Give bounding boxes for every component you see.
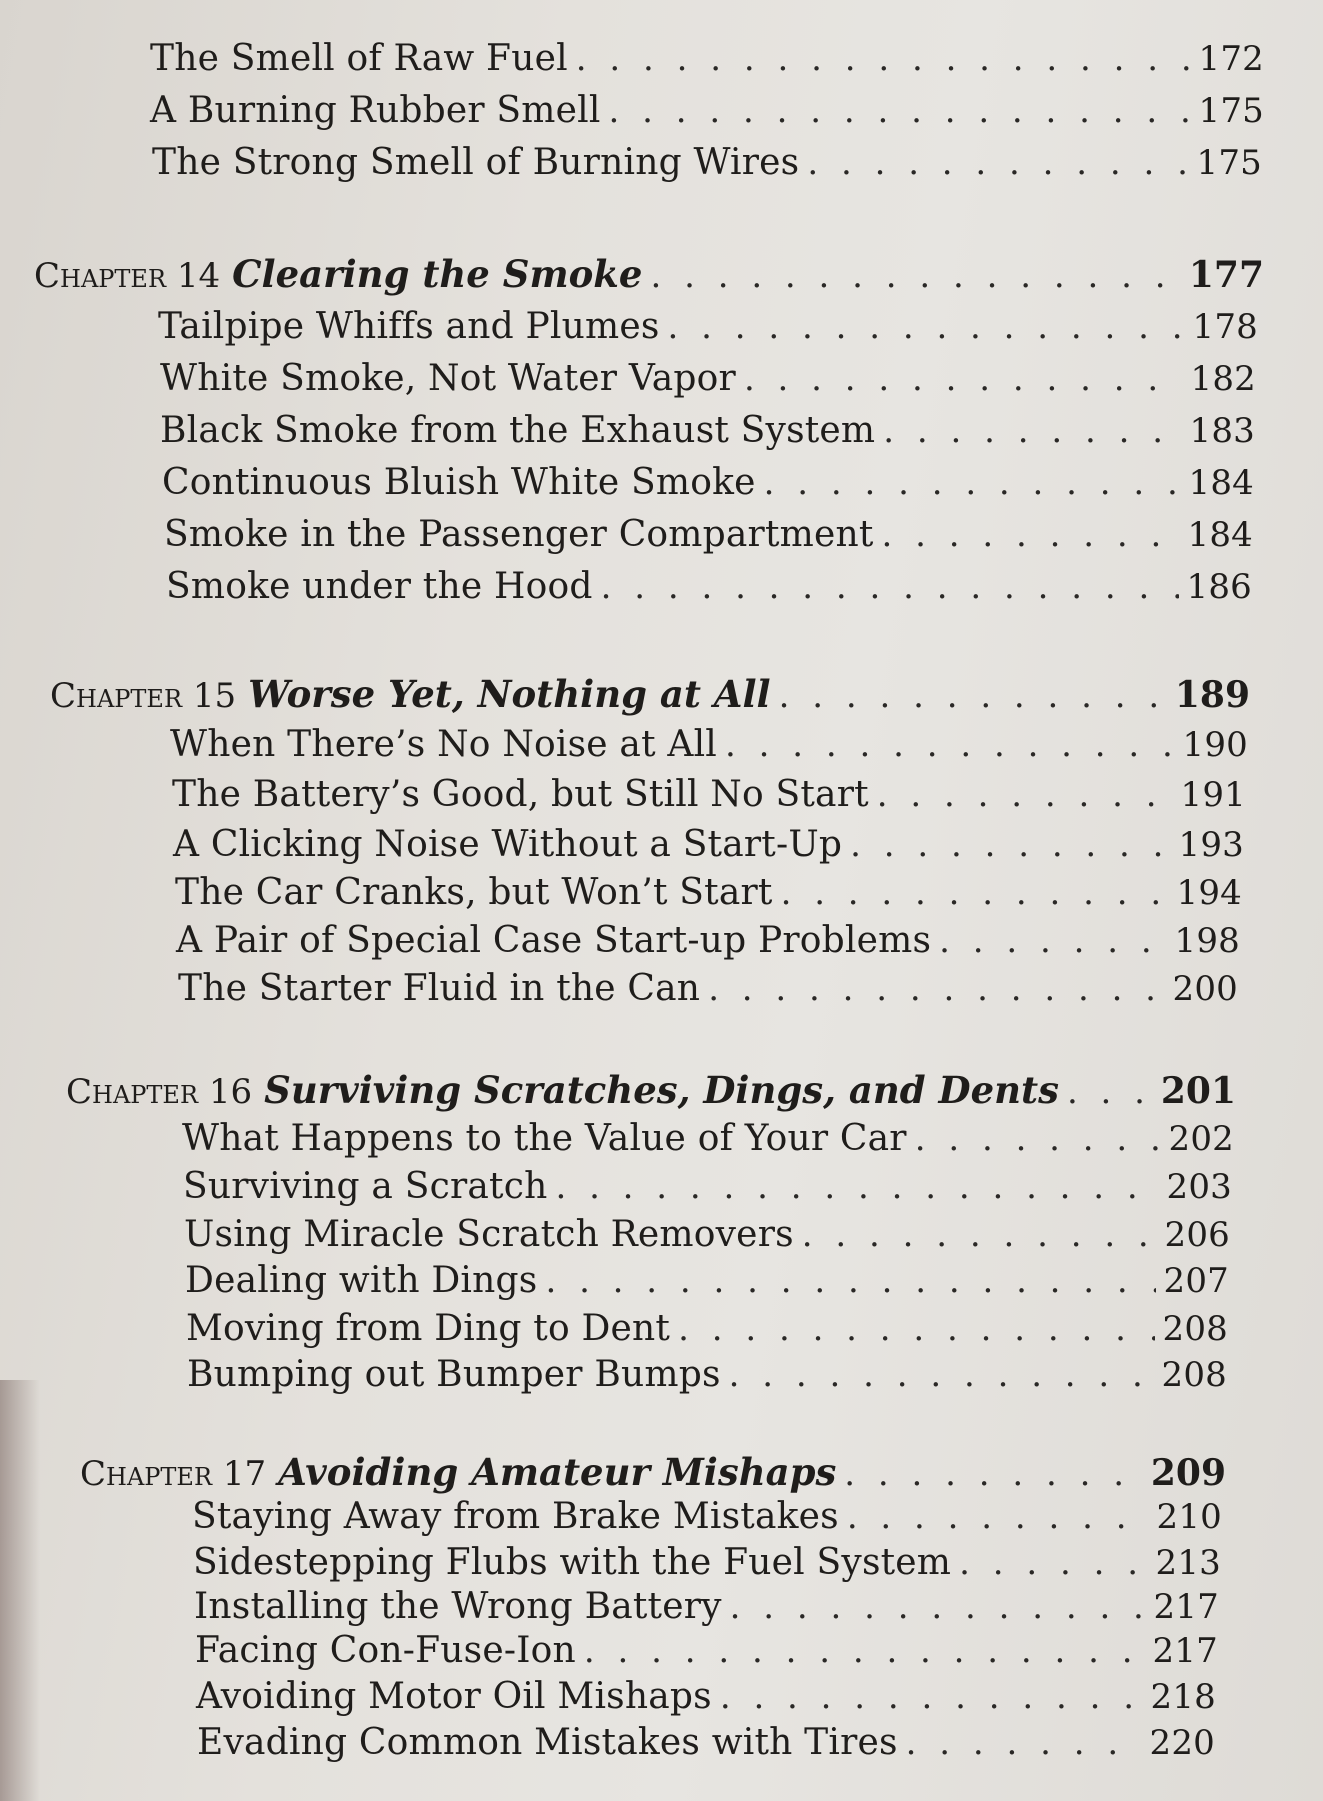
- toc-entry: [186, 1308, 1228, 1349]
- leader-dots: [883, 411, 1181, 451]
- entry-title: Avoiding Motor Oil Mishaps: [196, 1676, 712, 1717]
- leader-dots: [779, 676, 1167, 716]
- entry-page: 191: [1180, 775, 1246, 815]
- chapter-title: Avoiding Amateur Mishaps: [278, 1450, 837, 1494]
- toc-entry: [158, 306, 1258, 347]
- toc-entry: [162, 462, 1254, 503]
- chapter-heading: [50, 672, 1250, 716]
- leader-dots: [576, 39, 1191, 79]
- toc-entry: [187, 1354, 1227, 1395]
- toc-entry: [197, 1722, 1215, 1763]
- toc-entry: [150, 38, 1264, 79]
- entry-title: Bumping out Bumper Bumps: [187, 1354, 721, 1395]
- leader-dots: [650, 256, 1180, 296]
- entry-page: 217: [1152, 1631, 1218, 1671]
- entry-page: 203: [1166, 1167, 1232, 1207]
- toc-entry: [194, 1586, 1219, 1627]
- entry-title: Evading Common Mistakes with Tires: [197, 1722, 898, 1763]
- leader-dots: [764, 463, 1181, 503]
- entry-title: Smoke under the Hood: [166, 566, 593, 607]
- entry-page: 218: [1150, 1677, 1216, 1717]
- chapter-label: Chapter 15: [50, 676, 237, 716]
- entry-page: 194: [1176, 873, 1242, 913]
- chapter-page: 177: [1188, 254, 1264, 296]
- entry-page: 190: [1182, 725, 1248, 765]
- entry-page: 217: [1153, 1587, 1219, 1627]
- entry-page: 172: [1198, 39, 1264, 79]
- leader-dots: [730, 1587, 1146, 1627]
- leader-dots: [725, 725, 1174, 765]
- entry-page: 220: [1149, 1723, 1215, 1763]
- toc-entry: [178, 968, 1238, 1009]
- entry-title: What Happens to the Value of Your Car: [182, 1118, 907, 1159]
- entry-title: The Car Cranks, but Won’t Start: [175, 872, 773, 913]
- chapter-page: 209: [1150, 1452, 1226, 1494]
- leader-dots: [545, 1261, 1155, 1301]
- toc-entry: [185, 1260, 1229, 1301]
- chapter-title: Clearing the Smoke: [232, 252, 643, 296]
- entry-title: Continuous Bluish White Smoke: [162, 462, 756, 503]
- entry-title: Installing the Wrong Battery: [194, 1586, 722, 1627]
- chapter-page: 189: [1174, 674, 1250, 716]
- entry-title: Facing Con-Fuse-Ion: [195, 1630, 576, 1671]
- entry-title: The Battery’s Good, but Still No Start: [172, 774, 869, 815]
- entry-title: Dealing with Dings: [185, 1260, 538, 1301]
- entry-page: 202: [1168, 1119, 1234, 1159]
- toc-entry: [182, 1118, 1234, 1159]
- leader-dots: [1067, 1072, 1153, 1112]
- leader-dots: [729, 1355, 1154, 1395]
- entry-page: 208: [1161, 1355, 1227, 1395]
- page-shadow: [0, 1380, 40, 1801]
- entry-page: 210: [1156, 1497, 1222, 1537]
- entry-title: Staying Away from Brake Mistakes: [192, 1496, 839, 1537]
- leader-dots: [959, 1543, 1147, 1583]
- chapter-page: 201: [1160, 1070, 1236, 1112]
- leader-dots: [584, 1631, 1145, 1671]
- leader-dots: [882, 515, 1180, 555]
- entry-page: 193: [1178, 825, 1244, 865]
- leader-dots: [847, 1497, 1149, 1537]
- leader-dots: [939, 921, 1166, 961]
- toc-entry: [164, 514, 1253, 555]
- entry-page: 206: [1164, 1215, 1230, 1255]
- entry-title: A Burning Rubber Smell: [150, 90, 601, 131]
- entry-page: 198: [1174, 921, 1240, 961]
- entry-title: Tailpipe Whiffs and Plumes: [158, 306, 660, 347]
- entry-title: A Clicking Noise Without a Start-Up: [173, 824, 843, 865]
- toc-entry: [183, 1166, 1232, 1207]
- entry-page: 183: [1189, 411, 1255, 451]
- leader-dots: [807, 143, 1188, 183]
- entry-title: Using Miracle Scratch Removers: [184, 1214, 794, 1255]
- entry-title: The Smell of Raw Fuel: [150, 38, 568, 79]
- toc-entry: [192, 1496, 1222, 1537]
- toc-entry: [175, 872, 1242, 913]
- toc-entry: [176, 920, 1240, 961]
- chapter-heading: [66, 1068, 1236, 1112]
- chapter-label: Chapter 16: [66, 1072, 253, 1112]
- chapter-label: Chapter 17: [80, 1454, 267, 1494]
- chapter-heading: [80, 1450, 1226, 1494]
- entry-title: When There’s No Noise at All: [170, 724, 718, 765]
- entry-page: 208: [1162, 1309, 1228, 1349]
- leader-dots: [781, 873, 1169, 913]
- entry-page: 184: [1188, 463, 1254, 503]
- leader-dots: [708, 969, 1164, 1009]
- entry-page: 175: [1196, 143, 1262, 183]
- toc-entry: [160, 410, 1255, 451]
- entry-page: 184: [1187, 515, 1253, 555]
- entry-title: The Strong Smell of Burning Wires: [152, 142, 800, 183]
- toc-entry: [172, 774, 1246, 815]
- entry-page: 182: [1190, 359, 1256, 399]
- chapter-label: Chapter 14: [34, 256, 221, 296]
- toc-entry: [166, 566, 1252, 607]
- toc-entry: [152, 142, 1262, 183]
- leader-dots: [678, 1309, 1154, 1349]
- entry-title: A Pair of Special Case Start-up Problems: [176, 920, 932, 961]
- toc-entry: [195, 1630, 1218, 1671]
- leader-dots: [906, 1723, 1142, 1763]
- toc-entry: [170, 724, 1248, 765]
- leader-dots: [609, 91, 1191, 131]
- entry-title: Moving from Ding to Dent: [186, 1308, 671, 1349]
- entry-title: Surviving a Scratch: [183, 1166, 548, 1207]
- entry-title: Sidestepping Flubs with the Fuel System: [193, 1542, 952, 1583]
- toc-entry: [196, 1676, 1216, 1717]
- leader-dots: [720, 1677, 1143, 1717]
- entry-title: The Starter Fluid in the Can: [178, 968, 701, 1009]
- leader-dots: [915, 1119, 1161, 1159]
- entry-page: 200: [1172, 969, 1238, 1009]
- entry-page: 175: [1198, 91, 1264, 131]
- chapter-title: Worse Yet, Nothing at All: [248, 672, 771, 716]
- leader-dots: [844, 1454, 1143, 1494]
- chapter-title: Surviving Scratches, Dings, and Dents: [264, 1068, 1059, 1112]
- toc-entry: [184, 1214, 1230, 1255]
- leader-dots: [555, 1167, 1158, 1207]
- leader-dots: [850, 825, 1170, 865]
- chapter-heading: [34, 252, 1264, 296]
- toc-entry: [150, 90, 1264, 131]
- entry-page: 186: [1186, 567, 1252, 607]
- toc-entry: [173, 824, 1244, 865]
- leader-dots: [744, 359, 1183, 399]
- entry-page: 207: [1163, 1261, 1229, 1301]
- leader-dots: [601, 567, 1179, 607]
- entry-page: 213: [1155, 1543, 1221, 1583]
- entry-title: White Smoke, Not Water Vapor: [160, 358, 736, 399]
- entry-title: Smoke in the Passenger Compartment: [164, 514, 874, 555]
- toc-entry: [160, 358, 1256, 399]
- toc-entry: [193, 1542, 1221, 1583]
- entry-page: 178: [1192, 307, 1258, 347]
- entry-title: Black Smoke from the Exhaust System: [160, 410, 876, 451]
- leader-dots: [668, 307, 1185, 347]
- leader-dots: [802, 1215, 1157, 1255]
- leader-dots: [877, 775, 1173, 815]
